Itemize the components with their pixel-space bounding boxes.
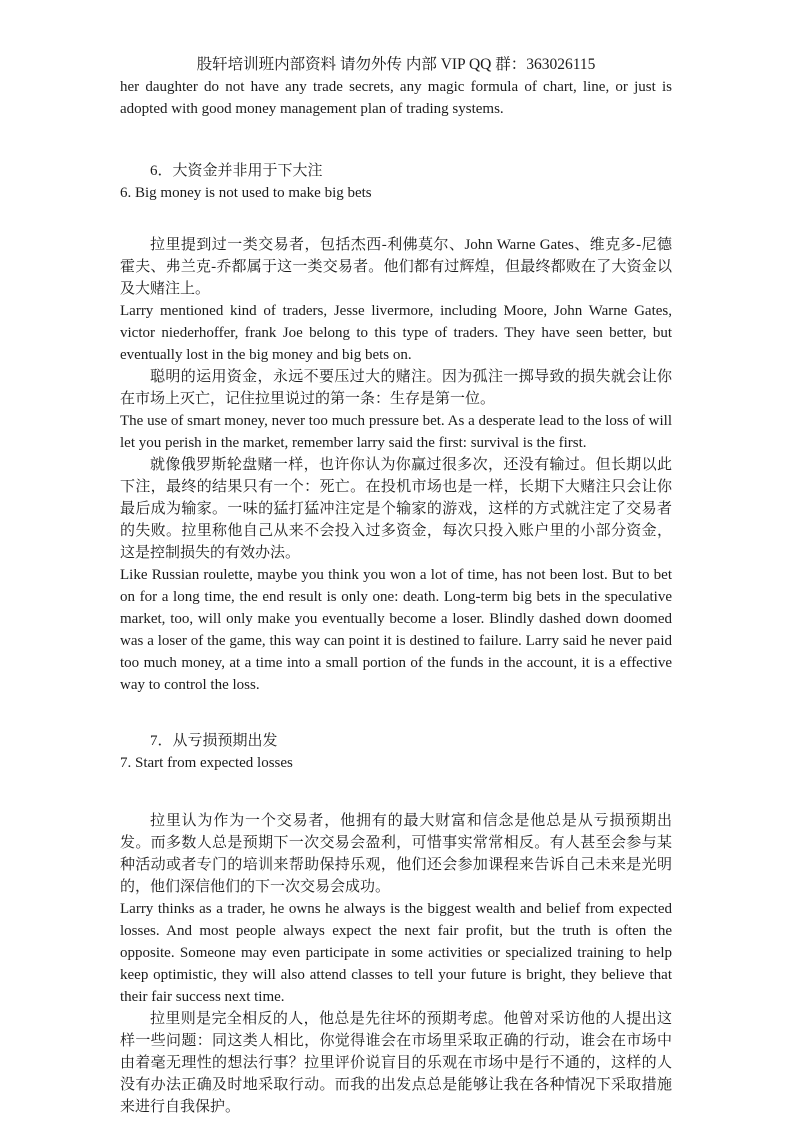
section-7-heading-en: 7. Start from expected losses (120, 755, 293, 771)
section-7-heading-cn: 7．从亏损预期出发 (150, 733, 278, 749)
section-6-paragraph-en-2: The use of smart money, never too much pressure bet. As a desperate lead to the loss of will let you perish in the market, remember larry said the first: survival is the first. (120, 413, 672, 451)
section-7-heading-block (120, 730, 672, 774)
section-6-paragraph-cn-1: 拉里提到过一类交易者，包括杰西-利佛莫尔、John Warne Gates、维克多-尼德霍夫、弗兰克-乔都属于这一类交易者。他们都有过辉煌，但最终都败在了大资金以及大赌注上。 (120, 237, 672, 297)
section-6-paragraph-cn-3: 就像俄罗斯轮盘赌一样，也许你认为你赢过很多次，还没有输过。但长期以此下注，最终的结果只有一个：死亡。在投机市场也是一样，长期下大赌注只会让你最后成为输家。一味的猛打猛冲注定是个输家的游戏，这样的方式就注定了交易者的失败。拉里称他自己从来不会投入过多资金，每次只投入账户里的小部分资金，这是控制损失的有效办法。 (120, 457, 672, 561)
section-6-paragraph-en-1: Larry mentioned kind of traders, Jesse livermore, including Moore, John Warne Gates, victor niederhoffer, frank Joe belong to this type of traders. They have seen better, but eventually lost in the big money and big bets on. (120, 303, 672, 363)
section-6-paragraph-en-3: Like Russian roulette, maybe you think you won a lot of time, has not been lost. But to bet on for a long time, the end result is only one: death. Long-term big bets in the speculative market, too, will only make you eventually become a loser. Blindly dashed down doomed was a loser of the game, this way can point it is destined to failure. Larry said he never paid too much money, at a time into a small portion of the funds in the account, it is a effective way to control the loss. (120, 567, 672, 693)
section-6-heading-block (120, 160, 672, 204)
section-6-body (120, 234, 672, 696)
section-6-heading-en: 6. Big money is not used to make big bets (120, 185, 372, 201)
intro-paragraph-en: her daughter do not have any trade secrets, any magic formula of chart, line, or just is adopted with good money management plan of trading systems. (120, 79, 672, 117)
section-6-paragraph-cn-2: 聪明的运用资金，永远不要压过大的赌注。因为孤注一掷导致的损失就会让你在市场上灭亡，记住拉里说过的第一条：生存是第一位。 (120, 369, 672, 407)
section-7-body (120, 810, 672, 1118)
section-6-heading-cn: 6．大资金并非用于下大注 (150, 163, 323, 179)
page-header: 股轩培训班内部资料 请勿外传 内部 VIP QQ 群：363026115 (196, 56, 596, 73)
section-7-paragraph-cn-2: 拉里则是完全相反的人，他总是先往坏的预期考虑。他曾对采访他的人提出这样一些问题：同这类人相比，你觉得谁会在市场里采取正确的行动，谁会在市场中由着毫无理性的想法行事？拉里评价说盲目的乐观在市场中是行不通的，这样的人没有办法正确及时地采取行动。而我的出发点总是能够让我在各种情况下采取措施来进行自我保护。 (120, 1011, 672, 1115)
section-7-paragraph-en-1: Larry thinks as a trader, he owns he always is the biggest wealth and belief from expected losses. And most people always expect the next fair profit, but the truth is often the opposite. Someone may even participate in some activities or specialized training to help keep optimistic, they will also attend classes to tell your future is bright, they believe that their fair success next time. (120, 901, 672, 1005)
section-7-paragraph-cn-1: 拉里认为作为一个交易者，他拥有的最大财富和信念是他总是从亏损预期出发。而多数人总是预期下一次交易会盈利，可惜事实常常相反。有人甚至会参与某种活动或者专门的培训来帮助保持乐观，他们还会参加课程来告诉自己未来是光明的，他们深信他们的下一次交易会成功。 (120, 813, 672, 895)
